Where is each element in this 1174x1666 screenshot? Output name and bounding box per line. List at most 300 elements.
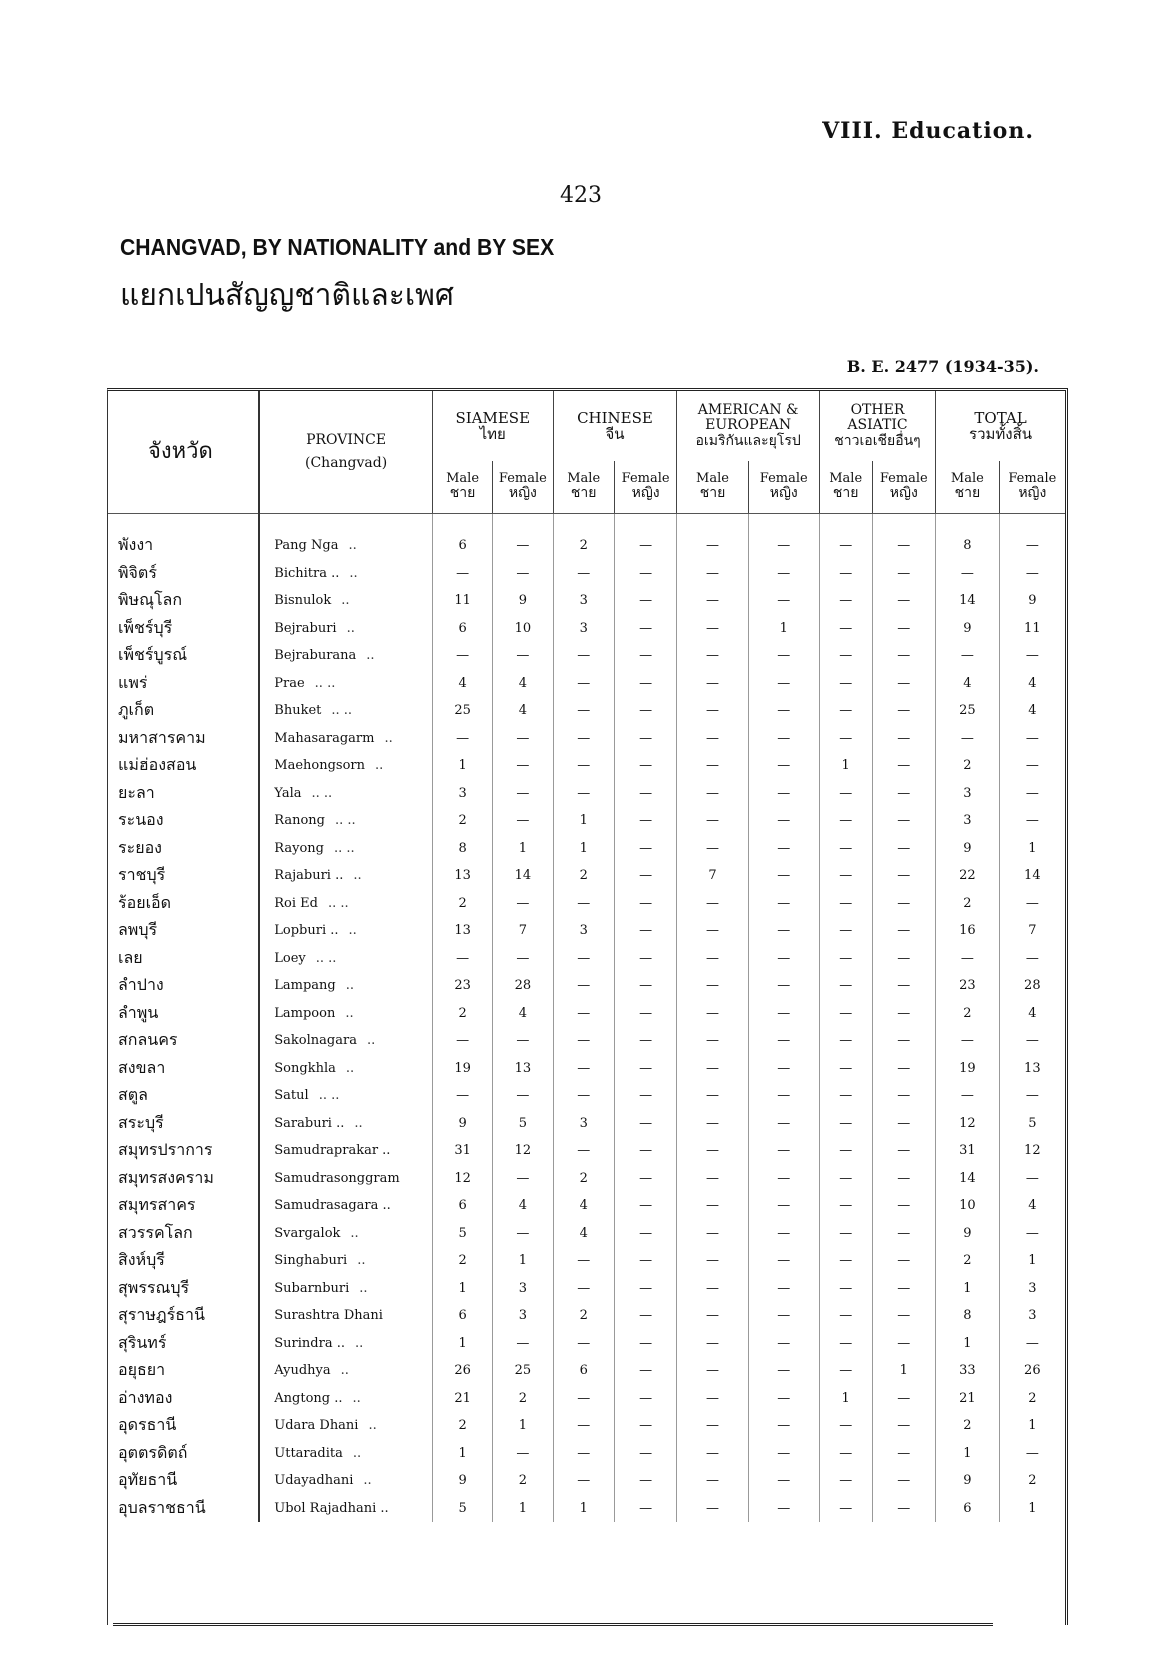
value-cell: — <box>872 945 936 973</box>
group-label: TOTAL <box>974 408 1027 427</box>
province-name-text: Angtong .. <box>274 1390 343 1406</box>
female-label: Female <box>759 471 808 487</box>
value-cell: 33 <box>936 1357 1000 1385</box>
value-cell: 2 <box>936 890 1000 918</box>
value-cell: — <box>872 807 936 835</box>
value-cell: — <box>819 1082 872 1110</box>
value-cell: 25 <box>936 697 1000 725</box>
value-cell: — <box>819 890 872 918</box>
province-name-thai: มหาสารคาม <box>118 727 206 747</box>
value-cell: — <box>872 1192 936 1220</box>
value-cell: — <box>872 752 936 780</box>
group-label-thai: อเมริกันและยุโรป <box>695 432 801 449</box>
value-cell: — <box>553 752 614 780</box>
value-cell: — <box>553 1055 614 1083</box>
value-cell: 1 <box>553 807 614 835</box>
group-header-total <box>936 391 1065 461</box>
province-name <box>259 1302 432 1330</box>
male-label: Male <box>950 471 984 487</box>
value-cell: — <box>677 945 748 973</box>
value-cell: — <box>999 1165 1065 1193</box>
value-cell: — <box>819 1357 872 1385</box>
value-cell: — <box>614 514 676 560</box>
table-row <box>108 697 1065 725</box>
value-cell: 1 <box>432 1275 492 1303</box>
value-cell: — <box>872 1027 936 1055</box>
value-cell: 1 <box>936 1275 1000 1303</box>
value-cell: 9 <box>999 587 1065 615</box>
table-row <box>108 1220 1065 1248</box>
value-cell: — <box>872 1385 936 1413</box>
value-cell: 2 <box>432 807 492 835</box>
value-cell: 2 <box>553 1302 614 1330</box>
leader-dots: .. .. <box>314 675 336 691</box>
province-name <box>259 587 432 615</box>
province-name-text: Udara Dhani <box>274 1418 359 1434</box>
value-cell: — <box>677 1055 748 1083</box>
value-cell: — <box>677 615 748 643</box>
value-cell: — <box>614 1330 676 1358</box>
leader-dots: .. .. <box>315 950 337 966</box>
value-cell: 2 <box>999 1467 1065 1495</box>
value-cell: 1 <box>493 835 553 863</box>
year-label: B. E. 2477 (1934-35). <box>846 357 1039 376</box>
value-cell: 4 <box>999 1192 1065 1220</box>
province-name-thai: สระบุรี <box>118 1112 164 1132</box>
value-cell: — <box>999 514 1065 560</box>
value-cell: 25 <box>493 1357 553 1385</box>
leader-dots: .. <box>345 1060 355 1076</box>
group-header-american-european <box>677 391 820 461</box>
province-name-thai: ยะลา <box>118 782 155 802</box>
value-cell: — <box>677 890 748 918</box>
value-cell: 31 <box>936 1137 1000 1165</box>
value-cell: 2 <box>493 1385 553 1413</box>
province-name <box>259 862 432 890</box>
value-cell: 6 <box>553 1357 614 1385</box>
value-cell: — <box>819 1302 872 1330</box>
province-name-thai: ราชบุรี <box>118 865 166 885</box>
value-cell: 26 <box>999 1357 1065 1385</box>
value-cell: 22 <box>936 862 1000 890</box>
province-name-thai: สงขลา <box>118 1057 166 1077</box>
value-cell: — <box>872 1247 936 1275</box>
value-cell: — <box>819 1412 872 1440</box>
value-cell: 3 <box>553 587 614 615</box>
value-cell: — <box>748 1302 819 1330</box>
value-cell: 19 <box>936 1055 1000 1083</box>
value-cell: — <box>748 560 819 588</box>
value-cell: — <box>999 752 1065 780</box>
value-cell: — <box>493 807 553 835</box>
value-cell: — <box>553 697 614 725</box>
province-header-sub: (Changvad) <box>305 455 388 471</box>
province-name <box>259 1137 432 1165</box>
value-cell: 31 <box>432 1137 492 1165</box>
value-cell: — <box>999 1082 1065 1110</box>
value-cell: 2 <box>936 1412 1000 1440</box>
value-cell: — <box>872 615 936 643</box>
value-cell: — <box>872 725 936 753</box>
leader-dots: .. <box>349 565 358 581</box>
value-cell: 12 <box>999 1137 1065 1165</box>
value-cell: — <box>677 514 748 560</box>
male-subheader <box>677 461 748 514</box>
value-cell: 3 <box>936 807 1000 835</box>
value-cell: 4 <box>936 670 1000 698</box>
value-cell: — <box>677 1192 748 1220</box>
value-cell: — <box>677 972 748 1000</box>
value-cell: — <box>748 1220 819 1248</box>
province-name-text: Ayudhya <box>274 1363 331 1379</box>
value-cell: — <box>872 697 936 725</box>
value-cell: 12 <box>432 1165 492 1193</box>
province-name-text: Roi Ed <box>274 895 318 911</box>
value-cell: — <box>748 1000 819 1028</box>
value-cell: — <box>819 560 872 588</box>
province-name <box>259 835 432 863</box>
value-cell: 4 <box>432 670 492 698</box>
province-name <box>259 1357 432 1385</box>
table-row <box>108 1330 1065 1358</box>
province-name-text: Samudrasagara .. <box>274 1198 391 1214</box>
table-row <box>108 615 1065 643</box>
province-name <box>259 560 432 588</box>
value-cell: — <box>819 1495 872 1523</box>
value-cell: — <box>748 670 819 698</box>
value-cell: — <box>614 780 676 808</box>
value-cell: — <box>553 1440 614 1468</box>
value-cell: — <box>677 725 748 753</box>
value-cell: 13 <box>999 1055 1065 1083</box>
value-cell: 6 <box>432 1302 492 1330</box>
value-cell: 11 <box>432 587 492 615</box>
value-cell: — <box>677 1165 748 1193</box>
value-cell: 28 <box>493 972 553 1000</box>
value-cell: — <box>614 1412 676 1440</box>
value-cell: — <box>999 807 1065 835</box>
leader-dots: .. <box>366 648 375 664</box>
value-cell: — <box>872 514 936 560</box>
province-name <box>259 752 432 780</box>
value-cell: — <box>493 514 553 560</box>
province-name-text: Ranong <box>274 813 325 829</box>
province-name-text: Rajaburi .. <box>274 868 344 884</box>
value-cell: 11 <box>999 615 1065 643</box>
province-name <box>259 1220 432 1248</box>
value-cell: — <box>819 1137 872 1165</box>
table-row <box>108 1192 1065 1220</box>
value-cell: — <box>819 615 872 643</box>
province-name <box>259 1385 432 1413</box>
province-name <box>259 780 432 808</box>
value-cell: — <box>819 1027 872 1055</box>
table-row <box>108 945 1065 973</box>
value-cell: — <box>677 1110 748 1138</box>
value-cell: 3 <box>553 917 614 945</box>
province-name-thai: ระนอง <box>118 810 164 830</box>
province-name-thai: ภูเก็ต <box>118 700 155 720</box>
table-row <box>108 1137 1065 1165</box>
leader-dots: .. <box>345 978 355 994</box>
value-cell: 4 <box>493 1192 553 1220</box>
female-label-thai: หญิง <box>631 485 660 502</box>
province-name-text: Maehongsorn <box>274 758 365 774</box>
value-cell: — <box>748 1495 819 1523</box>
value-cell: — <box>614 1000 676 1028</box>
value-cell: — <box>493 1220 553 1248</box>
group-label-thai: ไทย <box>479 425 506 443</box>
province-name-thai: อ่างทอง <box>118 1387 173 1407</box>
value-cell: — <box>748 697 819 725</box>
province-column-header <box>259 391 432 514</box>
table-row <box>108 917 1065 945</box>
data-table <box>108 391 1065 1522</box>
value-cell: — <box>614 890 676 918</box>
value-cell: — <box>677 587 748 615</box>
value-cell: — <box>748 1412 819 1440</box>
value-cell: 3 <box>936 780 1000 808</box>
group-label-thai: รวมทั้งสิ้น <box>969 425 1033 443</box>
province-name-thai: สมุทรปราการ <box>118 1140 213 1160</box>
value-cell: — <box>677 670 748 698</box>
province-name <box>259 670 432 698</box>
value-cell: 4 <box>493 1000 553 1028</box>
value-cell: — <box>872 560 936 588</box>
value-cell: 1 <box>819 1385 872 1413</box>
value-cell: — <box>872 780 936 808</box>
province-name-thai: สุพรรณบุรี <box>118 1277 190 1297</box>
value-cell: 9 <box>432 1110 492 1138</box>
province-name <box>259 642 432 670</box>
value-cell: — <box>748 587 819 615</box>
table-row <box>108 1110 1065 1138</box>
value-cell: — <box>553 1412 614 1440</box>
province-name-text: Sakolnagara <box>274 1033 357 1049</box>
value-cell: — <box>748 752 819 780</box>
table-row <box>108 1247 1065 1275</box>
value-cell: — <box>553 670 614 698</box>
value-cell: — <box>677 1385 748 1413</box>
province-name-text: Uttaradita <box>274 1445 343 1461</box>
value-cell: — <box>614 1055 676 1083</box>
value-cell: — <box>493 725 553 753</box>
value-cell: — <box>614 945 676 973</box>
value-cell: — <box>999 945 1065 973</box>
value-cell: — <box>614 1192 676 1220</box>
value-cell: — <box>553 642 614 670</box>
value-cell: — <box>748 917 819 945</box>
leader-dots: .. .. <box>327 895 349 911</box>
province-name <box>259 1330 432 1358</box>
value-cell: 12 <box>493 1137 553 1165</box>
value-cell: 2 <box>936 1000 1000 1028</box>
leader-dots: .. <box>375 758 384 774</box>
value-cell: 9 <box>936 615 1000 643</box>
value-cell: — <box>748 1082 819 1110</box>
table-body <box>108 514 1065 1523</box>
value-cell: — <box>819 1220 872 1248</box>
province-name <box>259 1440 432 1468</box>
male-label: Male <box>446 471 480 487</box>
male-label-thai: ชาย <box>699 485 726 502</box>
value-cell: — <box>677 1027 748 1055</box>
section-title: VIII. Education. <box>822 118 1034 144</box>
value-cell: — <box>819 670 872 698</box>
leader-dots: .. <box>363 1473 372 1489</box>
value-cell: — <box>553 725 614 753</box>
province-name <box>259 1247 432 1275</box>
table-row <box>108 890 1065 918</box>
value-cell: — <box>999 1027 1065 1055</box>
province-name <box>259 697 432 725</box>
value-cell: — <box>493 752 553 780</box>
province-name-text: Mahasaragarm <box>274 730 375 746</box>
value-cell: 9 <box>936 1220 1000 1248</box>
value-cell: 2 <box>432 1247 492 1275</box>
value-cell: 3 <box>553 1110 614 1138</box>
province-name <box>259 807 432 835</box>
value-cell: — <box>748 807 819 835</box>
group-label: CHINESE <box>577 408 653 427</box>
table-row <box>108 835 1065 863</box>
value-cell: — <box>553 972 614 1000</box>
value-cell: 3 <box>553 615 614 643</box>
value-cell: — <box>677 1440 748 1468</box>
value-cell: — <box>748 1357 819 1385</box>
value-cell: — <box>493 1027 553 1055</box>
female-label-thai: หญิง <box>508 485 537 502</box>
value-cell: 1 <box>999 835 1065 863</box>
value-cell: — <box>748 1055 819 1083</box>
value-cell: — <box>677 1412 748 1440</box>
male-label: Male <box>829 471 863 487</box>
table-row <box>108 1165 1065 1193</box>
value-cell: 1 <box>819 752 872 780</box>
value-cell: — <box>614 1247 676 1275</box>
value-cell: — <box>748 945 819 973</box>
value-cell: 28 <box>999 972 1065 1000</box>
table-row <box>108 1082 1065 1110</box>
province-name-thai: พังงา <box>118 535 154 555</box>
female-label: Female <box>621 471 670 487</box>
group-label: AMERICAN & EUROPEAN <box>697 401 799 434</box>
value-cell: — <box>677 697 748 725</box>
value-cell: 19 <box>432 1055 492 1083</box>
group-header-other-asiatic <box>819 391 935 461</box>
value-cell: — <box>677 1357 748 1385</box>
group-header-siamese <box>432 391 553 461</box>
value-cell: — <box>432 945 492 973</box>
value-cell: — <box>819 1275 872 1303</box>
value-cell: 2 <box>553 862 614 890</box>
table-row <box>108 807 1065 835</box>
value-cell: — <box>872 1137 936 1165</box>
province-name-text: Lopburi .. <box>274 923 339 939</box>
value-cell: — <box>819 1440 872 1468</box>
value-cell: 3 <box>999 1275 1065 1303</box>
value-cell: — <box>819 1110 872 1138</box>
value-cell: — <box>819 1192 872 1220</box>
value-cell: — <box>748 972 819 1000</box>
value-cell: — <box>614 972 676 1000</box>
female-label-thai: หญิง <box>769 485 798 502</box>
province-name <box>259 1412 432 1440</box>
value-cell: — <box>819 1467 872 1495</box>
value-cell: 23 <box>432 972 492 1000</box>
value-cell: 1 <box>493 1247 553 1275</box>
value-cell: — <box>748 514 819 560</box>
leader-dots: .. <box>354 1335 364 1351</box>
value-cell: 2 <box>432 1000 492 1028</box>
value-cell: — <box>999 890 1065 918</box>
value-cell: — <box>553 1247 614 1275</box>
value-cell: — <box>819 1165 872 1193</box>
value-cell: 2 <box>553 514 614 560</box>
value-cell: 14 <box>936 587 1000 615</box>
value-cell: — <box>677 917 748 945</box>
value-cell: — <box>614 1495 676 1523</box>
value-cell: — <box>872 587 936 615</box>
province-name-thai: ลำปาง <box>118 975 164 995</box>
female-subheader <box>748 461 819 514</box>
value-cell: 10 <box>493 615 553 643</box>
province-name-text: Songkhla <box>274 1060 336 1076</box>
table-row <box>108 642 1065 670</box>
province-name <box>259 1275 432 1303</box>
value-cell: — <box>872 1082 936 1110</box>
province-name <box>259 1110 432 1138</box>
value-cell: 5 <box>493 1110 553 1138</box>
female-label-thai: หญิง <box>1018 485 1047 502</box>
female-subheader <box>493 461 553 514</box>
value-cell: 7 <box>999 917 1065 945</box>
group-label-thai: จีน <box>605 425 625 443</box>
female-label: Female <box>498 471 547 487</box>
value-cell: — <box>432 642 492 670</box>
province-name-text: Satul <box>274 1088 309 1104</box>
value-cell: — <box>748 725 819 753</box>
value-cell: — <box>614 1110 676 1138</box>
value-cell: — <box>872 1000 936 1028</box>
value-cell: — <box>819 1330 872 1358</box>
table-row <box>108 670 1065 698</box>
province-name-thai: เพ็ชร์บูรณ์ <box>118 645 188 665</box>
value-cell: — <box>872 1220 936 1248</box>
table-row <box>108 1027 1065 1055</box>
value-cell: — <box>614 1165 676 1193</box>
table-row <box>108 1357 1065 1385</box>
value-cell: — <box>872 1412 936 1440</box>
province-name-thai: อุทัยธานี <box>118 1470 178 1490</box>
value-cell: 7 <box>493 917 553 945</box>
province-name-thai: สวรรคโลก <box>118 1222 193 1242</box>
value-cell: — <box>677 780 748 808</box>
female-label: Female <box>879 471 928 487</box>
male-label: Male <box>567 471 601 487</box>
province-name-thai: ร้อยเอ็ด <box>118 892 172 912</box>
table-row <box>108 1302 1065 1330</box>
value-cell: — <box>614 725 676 753</box>
province-name-text: Loey <box>274 950 306 966</box>
leader-dots: .. <box>350 1225 359 1241</box>
province-name-thai: เพ็ชร์บุรี <box>118 617 173 637</box>
province-header-label: PROVINCE <box>306 431 387 448</box>
table-row <box>108 780 1065 808</box>
value-cell: — <box>872 670 936 698</box>
province-name-thai: อยุธยา <box>118 1360 166 1380</box>
value-cell: — <box>677 807 748 835</box>
